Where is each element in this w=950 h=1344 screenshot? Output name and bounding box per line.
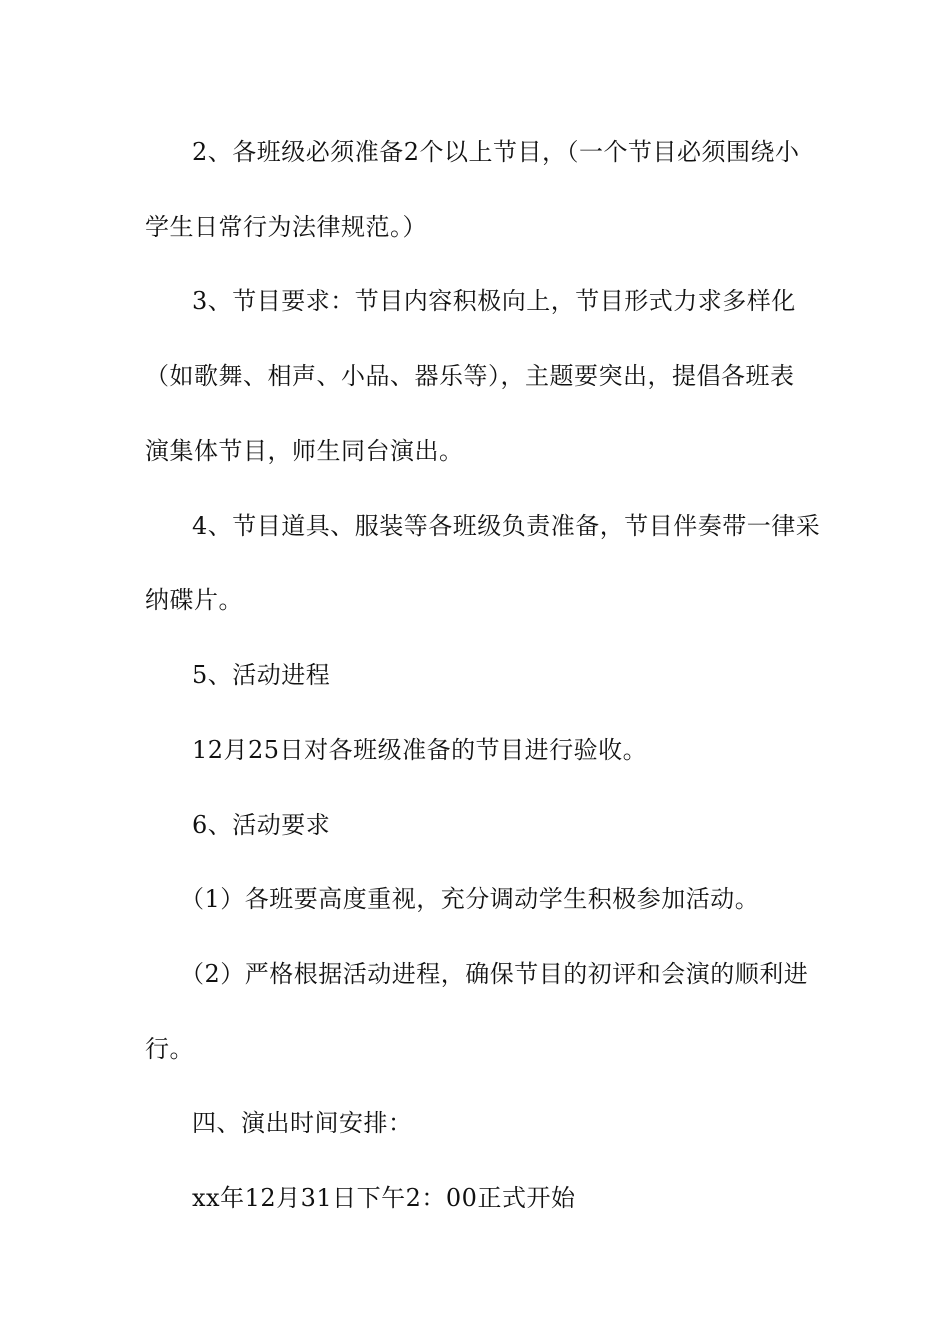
paragraph-line: 行。	[145, 1035, 194, 1063]
section-heading: 四、演出时间安排：	[192, 1109, 413, 1137]
paragraph-line: 学生日常行为法律规范。）	[145, 213, 427, 241]
paragraph-line: 演集体节目，师生同台演出。	[145, 437, 464, 465]
section-heading: 6、活动要求	[192, 811, 331, 839]
section-heading: 5、活动进程	[192, 661, 331, 689]
list-item: （1）各班要高度重视，充分调动学生积极参加活动。	[180, 885, 760, 913]
paragraph-line: 3、节目要求：节目内容积极向上，节目形式力求多样化	[192, 287, 796, 315]
paragraph-line: xx年12月31日下午2：00正式开始	[192, 1184, 576, 1212]
paragraph-line: 2、各班级必须准备2个以上节目，（一个节目必须围绕小	[192, 138, 800, 166]
paragraph-line: 12月25日对各班级准备的节目进行验收。	[192, 736, 648, 764]
paragraph-line: 纳碟片。	[145, 586, 243, 614]
paragraph-line: 4、节目道具、服装等各班级负责准备，节目伴奏带一律采	[192, 512, 821, 540]
paragraph-line: （如歌舞、相声、小品、器乐等），主题要突出，提倡各班表	[145, 362, 795, 390]
list-item: （2）严格根据活动进程，确保节目的初评和会演的顺利进	[180, 960, 809, 988]
